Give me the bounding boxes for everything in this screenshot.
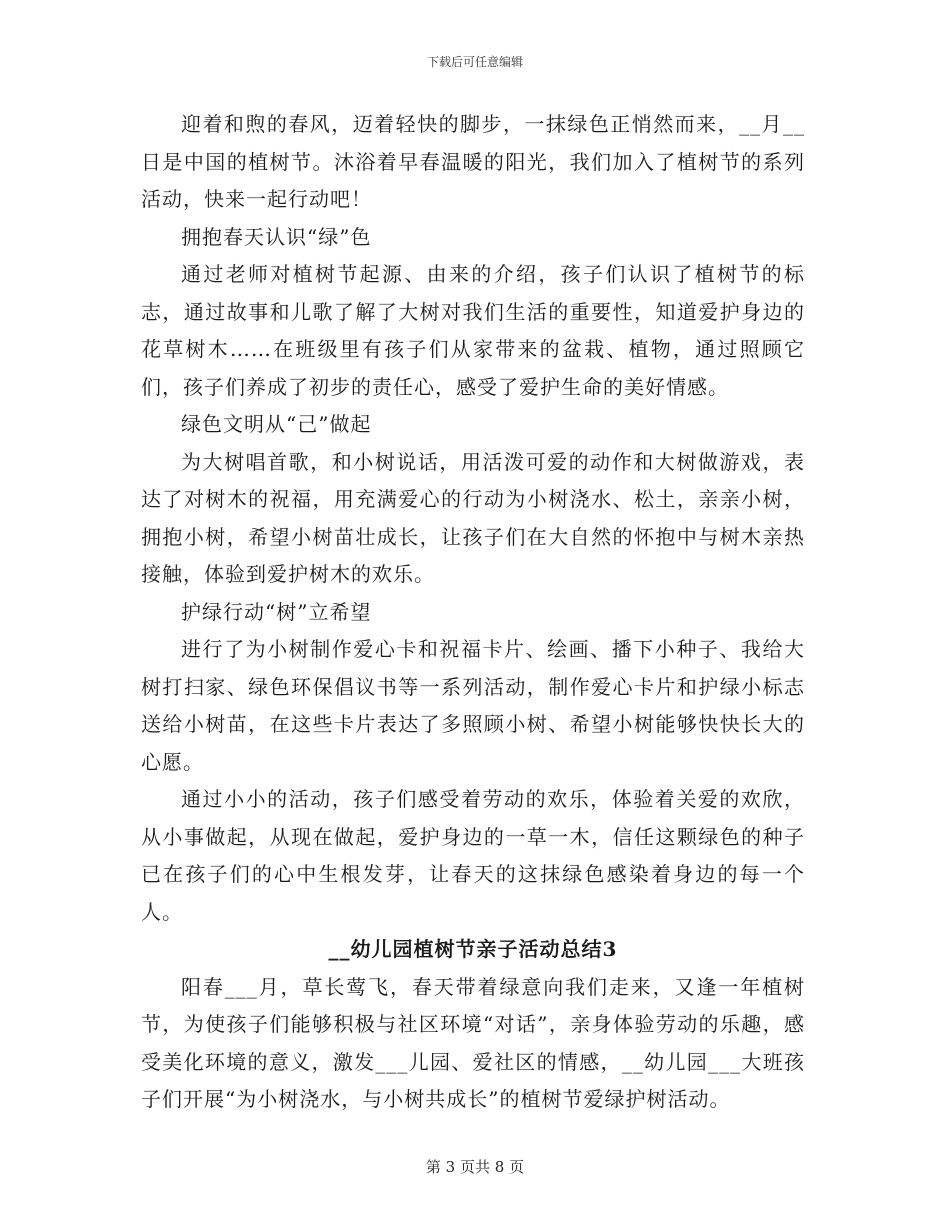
section-heading-1: 拥抱春天认识“绿”色 xyxy=(181,224,372,249)
paragraph-intro: 迎着和煦的春风，迈着轻快的脚步，一抹绿色正悄然而来，__月__日是中国的植树节。沐浴着早春温暖的阳光，我们加入了植树节的系列活动，快来一起行动吧！ xyxy=(141,112,805,211)
paragraph-conclusion: 通过小小的活动，孩子们感受着劳动的欢乐，体验着关爱的欢欣，从小事做起，从现在做起，爱护身边的一草一木，信任这颗绿色的种子已在孩子们的心中生根发芽，让春天的这抹绿色感染着身边的每一个人。 xyxy=(141,787,805,924)
paragraph-section-2: 为大树唱首歌，和小树说话，用活泼可爱的动作和大树做游戏，表达了对树木的祝福，用充满爱心的行动为小树浇水、松土，亲亲小树，拥抱小树，希望小树苗壮成长，让孩子们在大自然的怀抱中与树木亲热接触，体验到爱护树木的欢乐。 xyxy=(141,449,805,586)
page-header: 下载后可任意编辑 xyxy=(426,55,523,69)
document-body xyxy=(141,106,805,1119)
paragraph-section-1: 通过老师对植树节起源、由来的介绍，孩子们认识了植树节的标志，通过故事和儿歌了解了大树对我们生活的重要性，知道爱护身边的花草树木……在班级里有孩子们从家带来的盆栽、植物，通过照顾它们，孩子们养成了初步的责任心，感受了爱护生命的美好情感。 xyxy=(141,262,805,399)
paragraph-article-3-intro: 阳春___月，草长莺飞，春天带着绿意向我们走来，又逢一年植树节，为使孩子们能够积极与社区环境“对话”，亲身体验劳动的乐趣，感受美化环境的意义，激发___儿园、爱社区的情感，__幼儿园___大班孩子们开展“为小树浇水，与小树共成长”的植树节爱绿护树活动。 xyxy=(141,974,805,1111)
section-heading-3: 护绿行动“树”立希望 xyxy=(181,599,372,624)
article-title: __幼儿园植树节亲子活动总结3 xyxy=(328,937,618,961)
paragraph-section-3: 进行了为小树制作爱心卡和祝福卡片、绘画、播下小种子、我给大树打扫家、绿色环保倡议书等一系列活动，制作爱心卡片和护绿小标志送给小树苗，在这些卡片表达了多照顾小树、希望小树能够快快长大的心愿。 xyxy=(141,637,805,774)
page-footer: 第 3 页共 8 页 xyxy=(425,1158,525,1176)
section-heading-2: 绿色文明从“己”做起 xyxy=(181,412,372,436)
